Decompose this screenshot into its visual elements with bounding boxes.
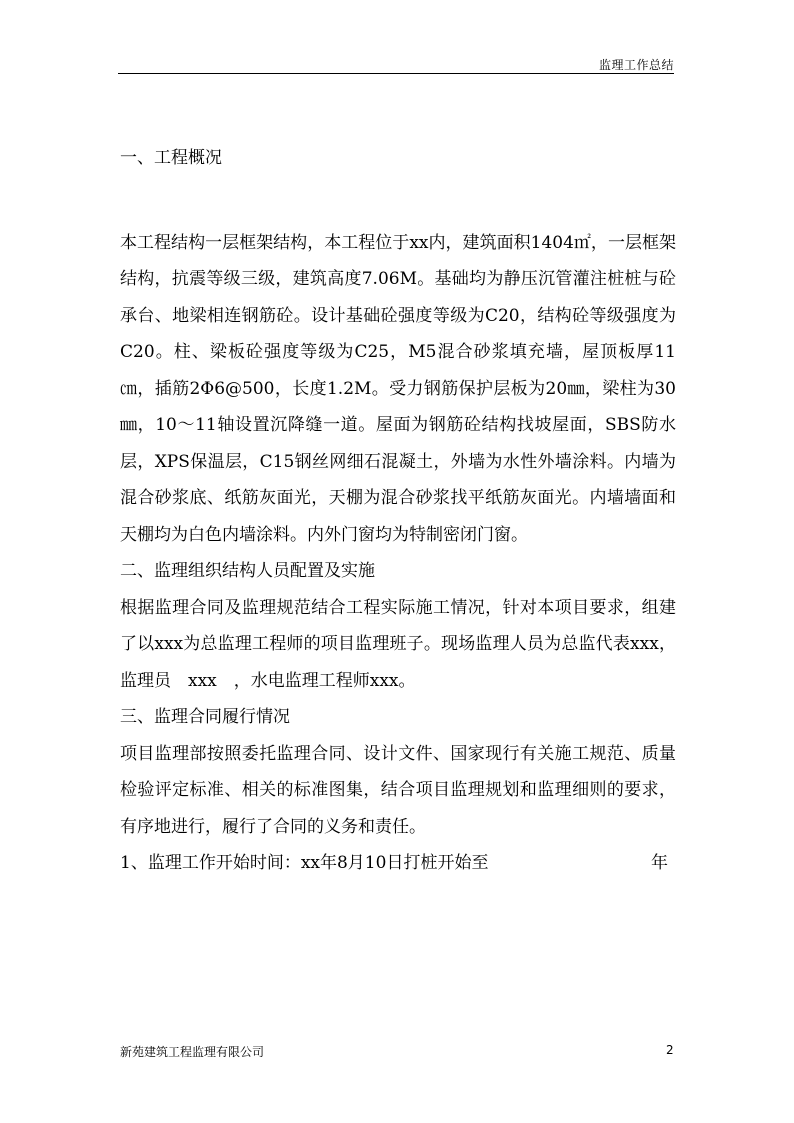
- item-1-line: [120, 845, 676, 882]
- section-2-paragraph: 根据监理合同及监理规范结合工程实际施工情况，针对本项目要求，组建了以xxx为总监理工程师的项目监理班子。现场监理人员为总监代表xxx，监理员 xxx ，水电监理工程师xxx。: [120, 597, 676, 691]
- document-body: [120, 140, 676, 882]
- item-1-text: 1、监理工作开始时间：xx年8月10日打桩开始至: [120, 853, 489, 873]
- section-2-title: 二、监理组织结构人员配置及实施: [120, 561, 375, 581]
- section-1-paragraph: 本工程结构一层框架结构，本工程位于xx内，建筑面积1404㎡，一层框架结构，抗震等级三级，建筑高度7.06M。基础均为静压沉管灌注桩桩与砼承台、地梁相连钢筋砼。设计基础砼强度等级为C20，结构砼等级强度为C20。柱、梁板砼强度等级为C25，M5混合砂浆填充墙，屋顶板厚11㎝，插筋2Φ6@500，长度1.2M。受力钢筋保护层板为20㎜，梁柱为30㎜，10～11轴设置沉降缝一道。屋面为钢筋砼结构找坡屋面，SBS防水层，XPS保温层，C15钢丝网细石混凝土，外墙为水性外墙涂料。内墙为混合砂浆底、纸筋灰面光，天棚为混合砂浆找平纸筋灰面光。内墙墙面和天棚均为白色内墙涂料。内外门窗均为特制密闭门窗。: [120, 232, 676, 545]
- section-gap: [120, 177, 676, 225]
- header-title: 监理工作总结: [598, 58, 674, 72]
- header-rule: [118, 73, 674, 74]
- page-number: 2: [666, 1043, 674, 1057]
- footer-company: 新苑建筑工程监理有限公司: [120, 1045, 265, 1059]
- item-1-year: 年: [651, 853, 668, 873]
- section-1-title: 一、工程概况: [120, 148, 222, 168]
- section-3-title: 三、监理合同履行情况: [120, 707, 290, 727]
- section-3-paragraph: 项目监理部按照委托监理合同、设计文件、国家现行有关施工规范、质量检验评定标准、相关的标准图集，结合项目监理规划和监理细则的要求，有序地进行，履行了合同的义务和责任。: [120, 743, 676, 837]
